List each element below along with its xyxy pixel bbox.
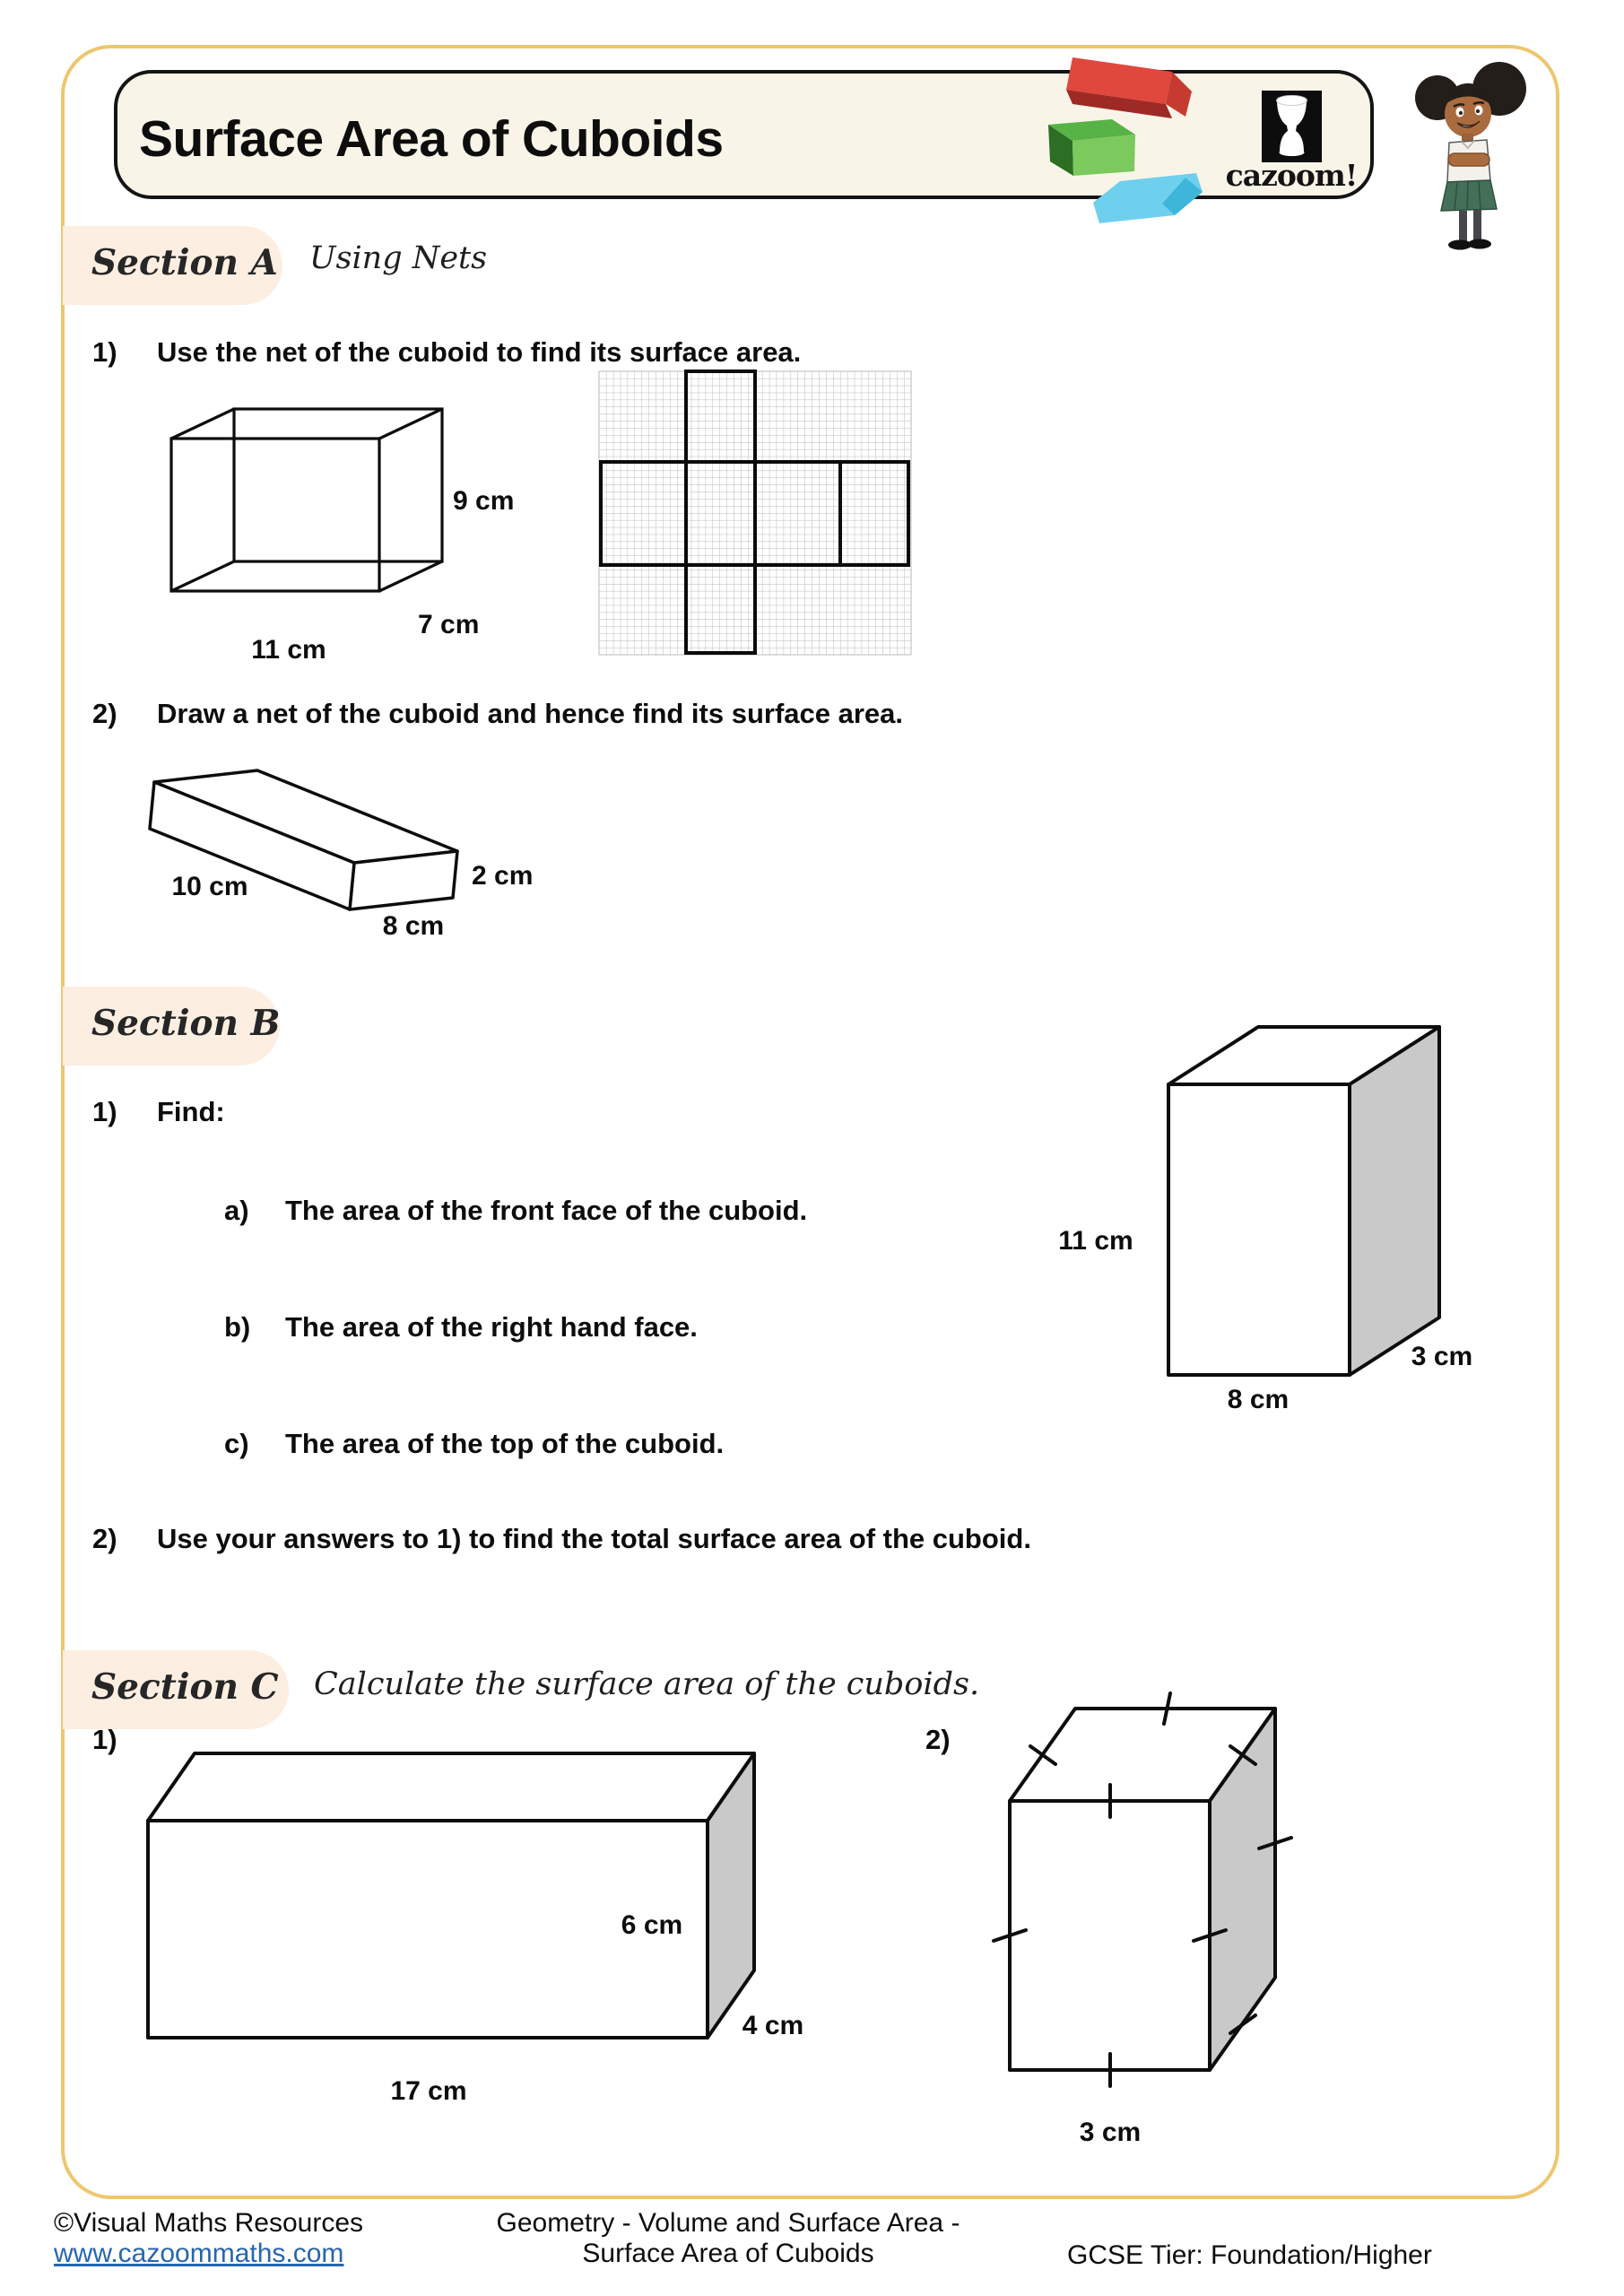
b1-height-label: 11 cm (1058, 1226, 1133, 1256)
blue-cuboid-icon (1093, 173, 1203, 223)
figure-c2-cube (906, 1677, 1327, 2152)
figure-a1-cuboid (135, 386, 556, 673)
section-c-subtitle: Calculate the surface area of the cuboids. (314, 1666, 980, 1702)
c1-height-label: 6 cm (621, 1910, 683, 1940)
question-a1-number: 1) (92, 336, 117, 368)
footer-topic-line1: Geometry - Volume and Surface Area - (496, 2208, 960, 2238)
figure-c1-cuboid (81, 1722, 870, 2117)
figure-a1-net-grid (592, 363, 924, 664)
student-character-illustration (1412, 58, 1533, 251)
question-b1b-number: b) (224, 1311, 251, 1343)
section-a-label: Section A (63, 226, 282, 305)
footer-topic-line2: Surface Area of Cuboids (582, 2239, 874, 2268)
c1-depth-label: 4 cm (742, 2011, 804, 2040)
footer-credits (54, 2208, 363, 2269)
a1-length-label: 11 cm (251, 635, 326, 665)
decorative-cuboids-illustration (1031, 36, 1229, 233)
figure-a2-cuboid (126, 753, 574, 960)
figure-b1-cuboid (1031, 1013, 1515, 1435)
question-b1b-text: The area of the right hand face. (285, 1311, 698, 1343)
footer-copyright: ©Visual Maths Resources (54, 2208, 364, 2238)
section-b-label: Section B (63, 987, 280, 1065)
a2-depth-label: 8 cm (382, 911, 445, 941)
cazoom-logo-icon (1262, 91, 1322, 162)
question-b1c-text: The area of the top of the cuboid. (285, 1428, 725, 1459)
question-c1-number: 1) (92, 1724, 117, 1755)
footer-website-link[interactable]: www.cazoommaths.com (54, 2239, 344, 2268)
question-a1-text: Use the net of the cuboid to find its surface area. (157, 336, 802, 368)
question-a2-number: 2) (92, 698, 117, 729)
a2-height-label: 2 cm (472, 861, 534, 891)
question-c2-number: 2) (925, 1724, 951, 1755)
green-cuboid-icon (1048, 119, 1135, 176)
question-b1-number: 1) (92, 1096, 117, 1127)
question-b2-text: Use your answers to 1) to find the total surface area of the cuboid. (157, 1523, 1031, 1554)
c2-edge-label: 3 cm (1079, 2118, 1142, 2147)
a1-depth-label: 7 cm (418, 610, 480, 639)
question-b2-number: 2) (92, 1523, 117, 1554)
footer-tier: GCSE Tier: Foundation/Higher (1067, 2240, 1432, 2270)
c1-length-label: 17 cm (390, 2076, 467, 2106)
question-b1-text: Find: (157, 1096, 225, 1127)
question-b1c-number: c) (224, 1428, 249, 1459)
page-title: Surface Area of Cuboids (139, 110, 724, 168)
cazoom-logo-text: cazoom! (1225, 158, 1358, 193)
red-cuboid-icon (1066, 57, 1192, 118)
b1-depth-label: 3 cm (1411, 1342, 1473, 1371)
crossed-arms (1448, 153, 1489, 166)
footer-topic (413, 2208, 1044, 2269)
question-b1a-text: The area of the front face of the cuboid. (285, 1195, 808, 1226)
a2-length-label: 10 cm (171, 872, 248, 901)
section-a-subtitle: Using Nets (309, 240, 488, 276)
question-b1a-number: a) (224, 1195, 249, 1226)
a1-height-label: 9 cm (453, 486, 515, 516)
question-a2-text: Draw a net of the cuboid and hence find its surface area. (157, 698, 904, 729)
section-c-label: Section C (63, 1650, 289, 1729)
character-skirt (1441, 180, 1497, 211)
b1-length-label: 8 cm (1227, 1385, 1290, 1414)
